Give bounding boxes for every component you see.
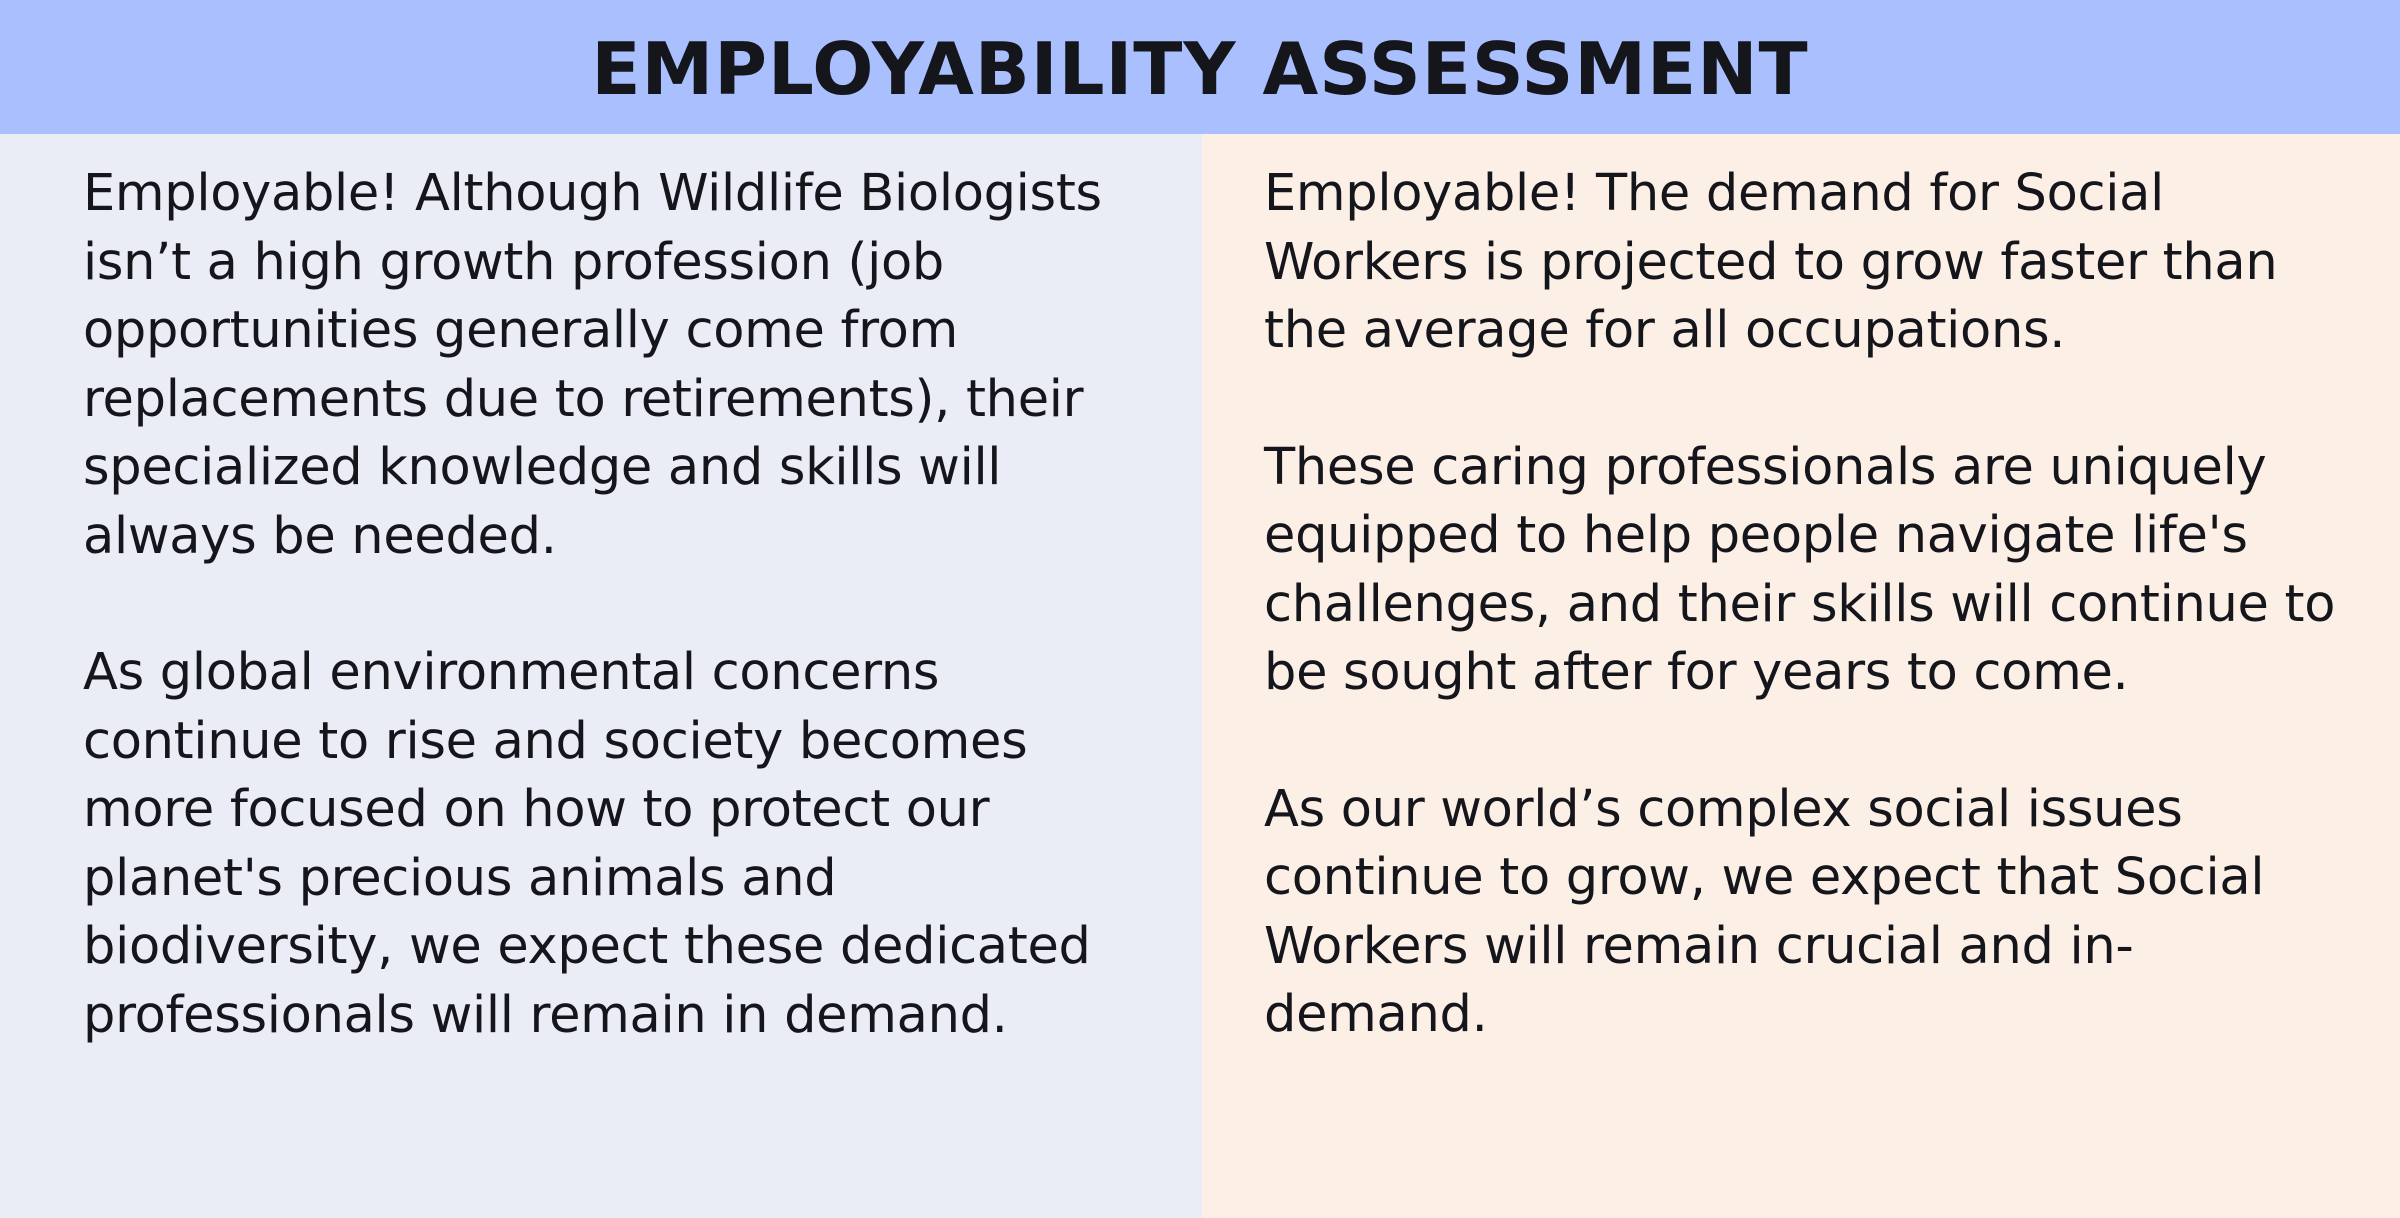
wildlife-biologist-paragraph-2: As global environmental concerns continue to rise and society becomes more focused on how to protect our planet's precious animals and biodiversity, we expect these dedicated professionals will remain in demand. xyxy=(83,643,1091,1045)
social-worker-paragraph-3: As our world’s complex social issues continue to grow, we expect that Social Workers will remain crucial and in-demand. xyxy=(1264,779,2265,1044)
social-worker-paragraph-2: These caring professionals are uniquely equipped to help people navigate life's challenges, and their skills will continue to be sought after for years to come. xyxy=(1264,437,2336,702)
social-worker-paragraph-1: Employable! The demand for Social Workers is projected to grow faster than the average for all occupations. xyxy=(1264,164,2278,360)
wildlife-biologist-column xyxy=(0,134,1202,1218)
header-banner xyxy=(0,0,2400,134)
wildlife-biologist-paragraph-1: Employable! Although Wildlife Biologists isn’t a high growth profession (job opportunities generally come from replacements due to retirements), their specialized knowledge and skills will always be needed. xyxy=(83,164,1102,566)
page-title: EMPLOYABILITY ASSESSMENT xyxy=(591,27,1809,111)
social-worker-column xyxy=(1202,134,2400,1218)
